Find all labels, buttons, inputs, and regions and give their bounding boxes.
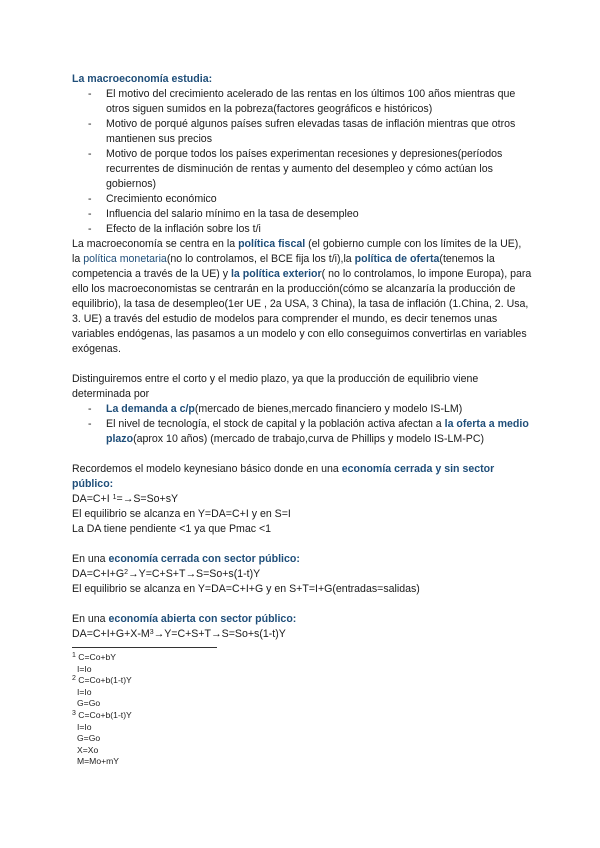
open-public-intro [72,612,532,627]
keyword-open-economy-public: economía abierta con sector público: [108,613,297,625]
list-item: - Crecimiento económico [106,192,532,207]
text-run: En una [72,613,109,625]
footnote [72,710,532,768]
keyword-foreign-policy: la política exterior [230,268,322,280]
keyword-medium-run-supply: la oferta a medio plazo [106,418,529,445]
footnote-mark: 2 [72,675,76,683]
list-item [106,402,532,417]
text-run: (no lo controlamos, el BCE fija los t/i),la [166,253,355,265]
footnote-ref[interactable]: 1 [112,494,117,501]
closed-no-public-intro [72,462,532,492]
keyword-closed-economy-public: economía cerrada con sector público: [108,553,300,565]
text-run: C=Co+b(1-t)Y [78,675,132,686]
footnote-line [72,710,532,722]
footnote-ref[interactable]: 3 [149,629,154,636]
policy-paragraph [72,237,532,357]
footnote-line: I=Io [77,686,92,697]
footnote-line: G=Go [77,733,101,744]
footnote [72,675,532,710]
topics-list [72,87,532,237]
text-run: C=Co+bY [78,652,117,662]
footnote-line: I=Io [77,721,92,732]
footnote-line: M=Mo+mY [77,756,120,767]
keyword-short-run-demand: La demanda a c/p [106,403,195,415]
text-run: El nivel de tecnología, el stock de capital y la población activa afectan a [106,418,445,430]
list-item [106,417,532,447]
footnote [72,652,532,675]
text-line: La DA tiene pendiente <1 ya que Pmac <1 [72,523,272,535]
footnote-ref[interactable]: 2 [124,569,129,576]
keyword-monetary-policy: política monetaria [83,253,167,265]
equation [72,627,532,642]
text-line: El equilibrio se alcanza en Y=DA=C+I+G y en S+T=I+G(entradas=salidas) [72,583,420,595]
keyword-closed-economy-no-public: economía cerrada y sin sector público: [72,463,495,490]
text-run: (tenemos la competencia a través de la UE) y [72,253,495,280]
footnote-separator [72,647,217,648]
footnotes [72,652,532,768]
list-item: - Motivo de porque todos los países experimentan recesiones y depresiones(períodos recurrentes de disminución de rentas y aumento del desempleo y cómo actúan los gobiernos) [106,147,532,192]
section-heading: La macroeconomía estudia: [72,73,213,85]
closed-public-intro [72,552,532,567]
equation [72,492,532,507]
text-run: ( no lo controlamos, lo impone Europa), para ello los macroeconomistas se centrarán en la producción(cómo se alcanzaría la producción de equilibrio), la tasa de desempleo(1er UE , 2a USA, 3 China), la tasa de inflación (1.China, 2. Usa, 3. UE) a través del estudio de modelos para comprender el mundo, es decir tenemos unas variables endógenas, las pasamos a un modelo y con ello conseguimos convertirlas en variables exógenas. [72,268,532,355]
text-run: La macroeconomía se centra en la [72,238,239,250]
text-run: =→S=So+sY [116,493,179,505]
text-run: →Y=C+S+T→S=So+s(1-t)Y [128,568,261,580]
footnote-mark: 3 [72,709,76,717]
list-item: - Efecto de la inflación sobre los t/i [106,222,532,237]
list-item: - El motivo del crecimiento acelerado de las rentas en los últimos 100 años mientras que otros siguen sumidos en la pobreza(factores geográficos e históricos) [106,87,532,117]
text-run: DA=C+I [72,493,113,505]
document-page [72,72,532,768]
footnote-line: X=Xo [77,744,99,755]
footnote-line: G=Go [77,698,101,709]
text-run: Recordemos el modelo keynesiano básico donde en una [72,463,342,475]
text-run: (mercado de bienes,mercado financiero y modelo IS-LM) [194,403,463,415]
text-run: En una [72,553,109,565]
text-run: (el gobierno cumple con los límites de la UE), la [72,238,522,265]
list-item: - Influencia del salario mínimo en la tasa de desempleo [106,207,532,222]
keyword-supply-policy: política de oferta [354,253,440,265]
text-run: →Y=C+S+T→S=So+s(1-t)Y [153,628,286,640]
text-run: (aprox 10 años) (mercado de trabajo,curva de Phillips y modelo IS-LM-PC) [133,433,485,445]
text-run: DA=C+I+G+X-M [72,628,150,640]
equation [72,567,532,582]
list-item: - Motivo de porqué algunos países sufren elevadas tasas de inflación mientras que otros mantienen sus precios [106,117,532,147]
footnote-mark: 1 [72,652,76,659]
footnote-line: I=Io [77,663,92,674]
footnote-line [72,652,532,664]
horizons-list [72,402,532,447]
text-run: C=Co+b(1-t)Y [78,709,132,720]
text-run: DA=C+I+G [72,568,125,580]
horizons-intro: Distinguiremos entre el corto y el medio plazo, ya que la producción de equilibrio viene determinada por [72,373,479,400]
footnote-line [72,675,532,687]
text-line: El equilibrio se alcanza en Y=DA=C+I y en S=I [72,508,291,520]
keyword-fiscal-policy: política fiscal [238,238,306,250]
